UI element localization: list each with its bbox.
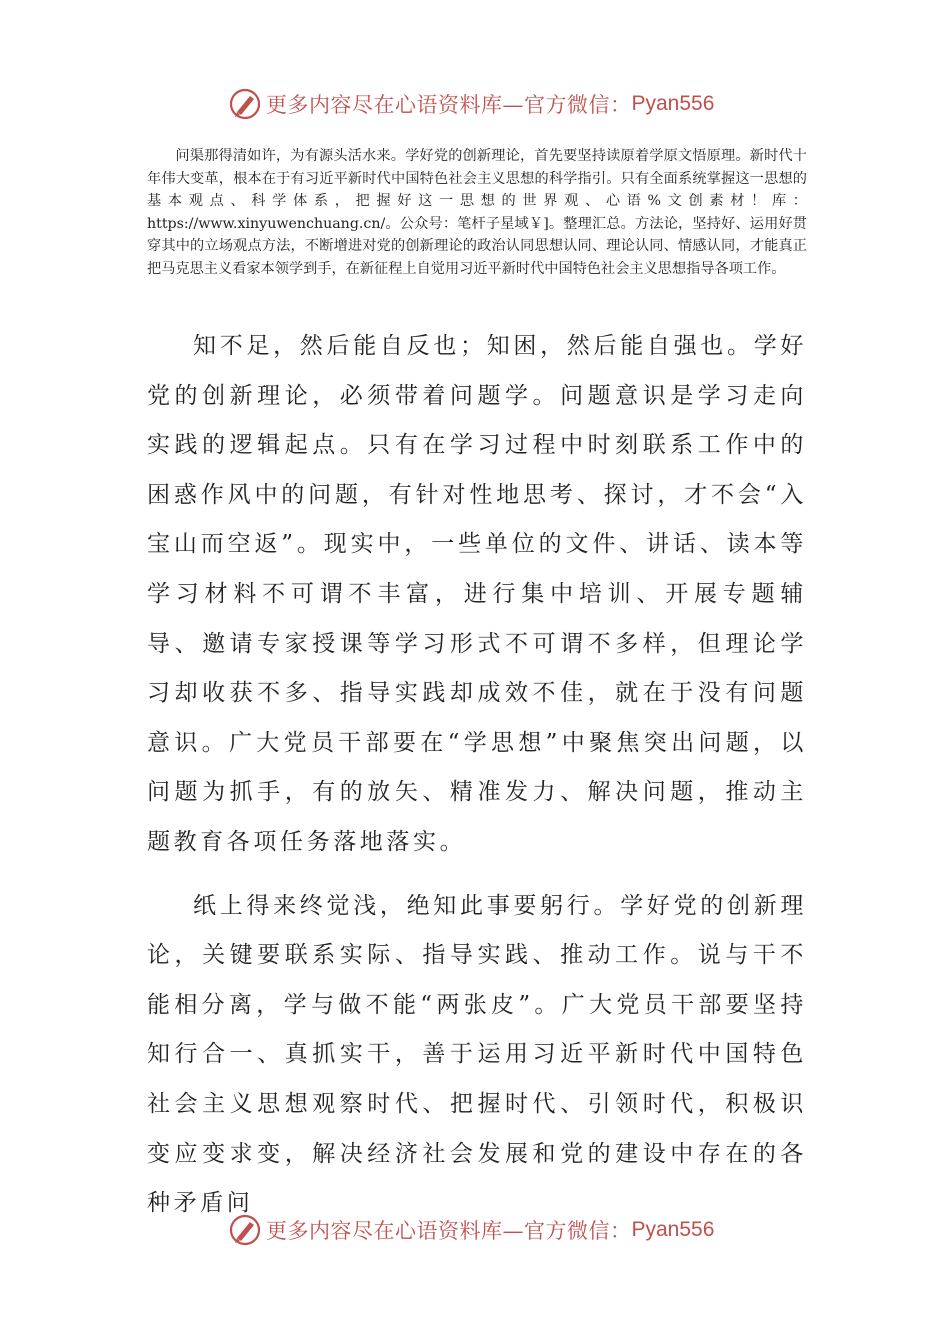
body-paragraph-1: 知不足，然后能自反也；知困，然后能自强也。学好党的创新理论，必须带着问题学。问题意识是学习走向实践的逻辑起点。只有在学习过程中时刻联系工作中的困惑作风中的问题，有针对性地思考、探讨，才不会“入宝山而空返”。现实中，一些单位的文件、讲话、读本等学习材料不可谓不丰富，进行集中培训、开展专题辅导、邀请专家授课等学习形式不可谓不多样，但理论学习却收获不多、指导实践却成效不佳，就在于没有问题意识。广大党员干部要在“学思想”中聚焦突出问题，以问题为抓手，有的放矢、精准发力、解决问题，推动主题教育各项任务落地落实。	[147, 333, 807, 855]
pen-logo-icon	[228, 1213, 262, 1247]
intro-section	[147, 145, 807, 280]
wechat-id: Pyan556	[631, 1218, 715, 1241]
wechat-id: Pyan556	[631, 92, 715, 115]
banner-text: 更多内容尽在心语资料库—官方微信：	[266, 93, 632, 117]
pen-logo-icon	[228, 87, 262, 121]
intro-paragraph: 问渠那得清如许，为有源头活水来。学好党的创新理论，首先要坚持读原着学原文悟原理。新时代十年伟大变革，根本在于有习近平新时代中国特色社会主义思想的科学指引。只有全面系统掌握这一思想的基本观点、科学体系，把握好这一思想的世界观、心语%文创素材！库：https://www.xinyuwenchuang.cn/。公众号：笔杆子星域￥]。整理汇总。方法论，坚持好、运用好贯穿其中的立场观点方法，不断增进对党的创新理论的政治认同思想认同、理论认同、情感认同，才能真正把马克思主义看家本领学到手，在新征程上自觉用习近平新时代中国特色社会主义思想指导各项工作。	[147, 148, 807, 277]
body-paragraph-2: 纸上得来终觉浅，绝知此事要躬行。学好党的创新理论，关键要联系实际、指导实践、推动工作。说与干不能相分离，学与做不能“两张皮”。广大党员干部要坚持知行合一、真抓实干，善于运用习近平新时代中国特色社会主义思想观察时代、把握时代、引领时代，积极识变应变求变，解决经济社会发展和党的建设中存在的各种矛盾问	[147, 892, 807, 1217]
banner-text: 更多内容尽在心语资料库—官方微信：	[266, 1219, 632, 1243]
body-section	[147, 322, 807, 1243]
footer-banner	[228, 1212, 748, 1248]
header-banner	[228, 86, 748, 122]
